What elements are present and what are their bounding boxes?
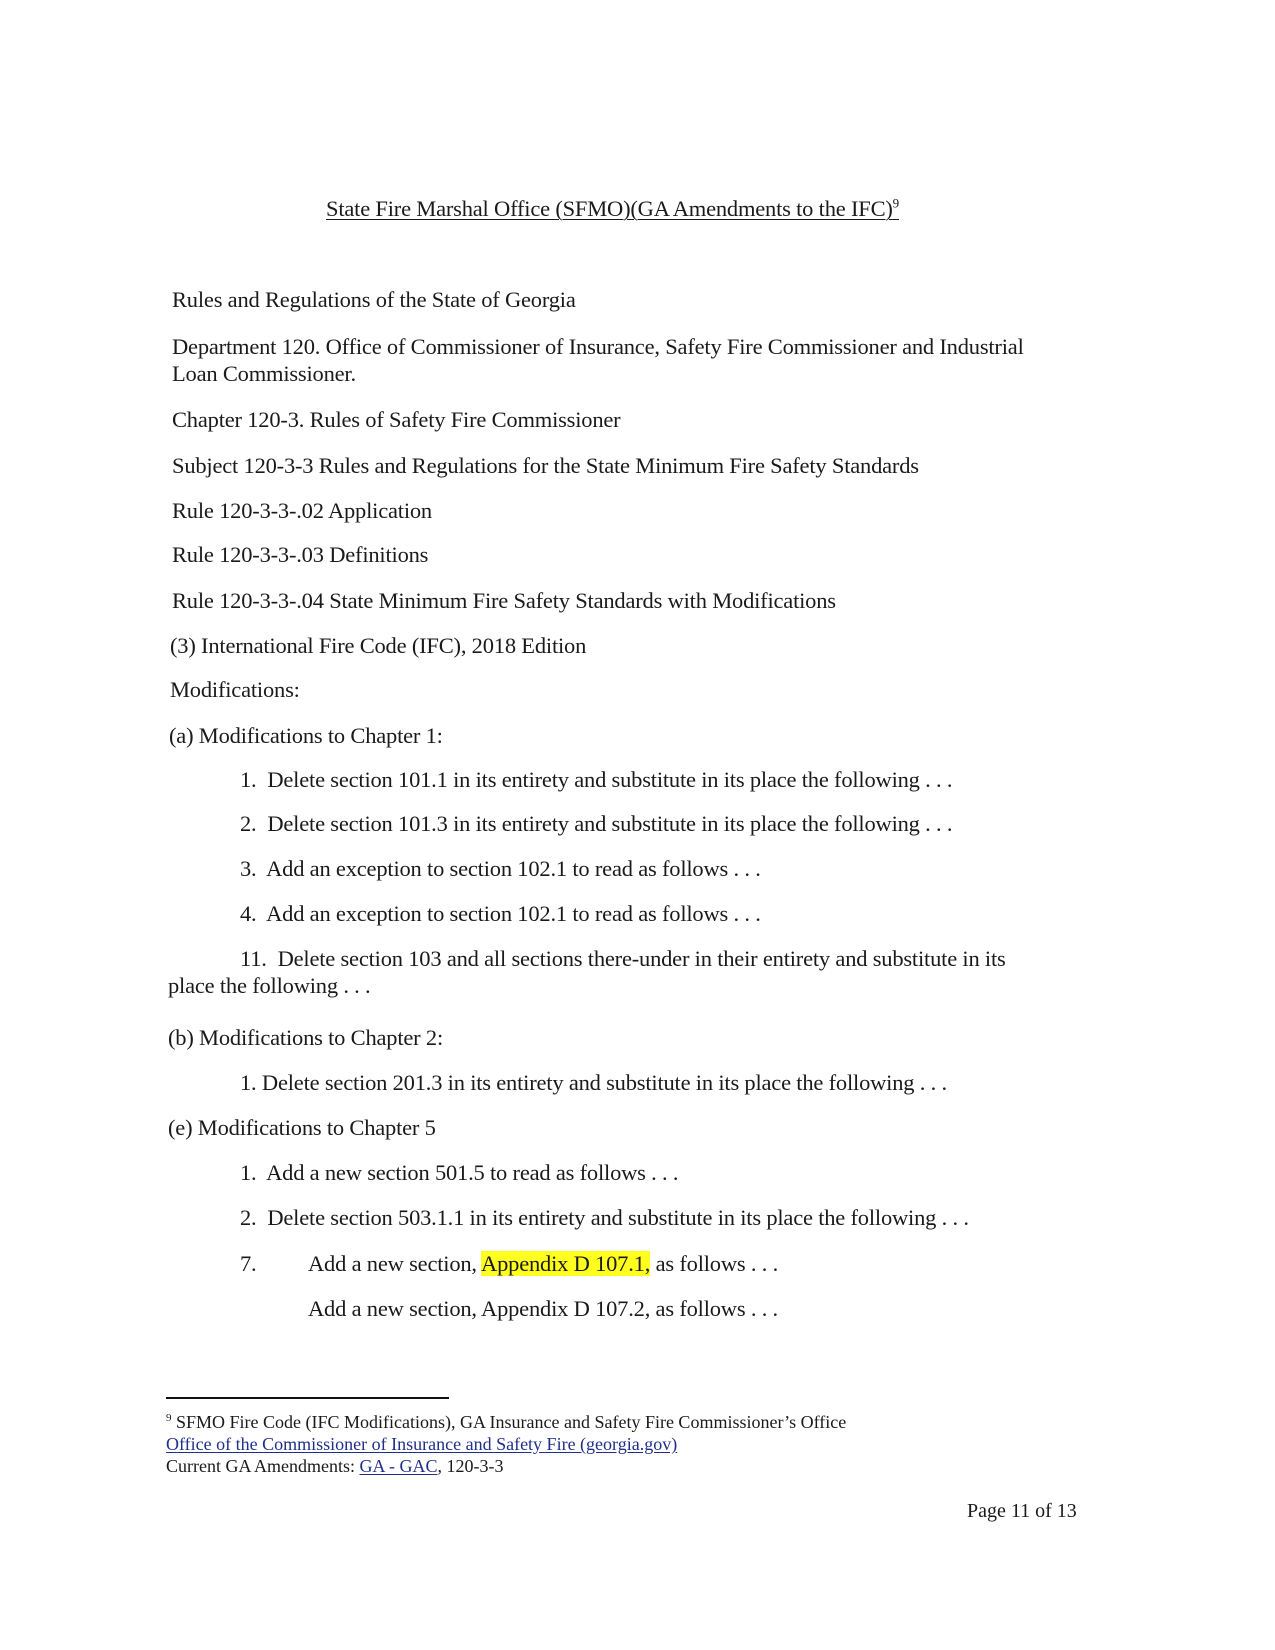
list-item <box>240 945 1006 973</box>
list-item <box>240 1250 778 1278</box>
footnote-link-commissioner[interactable]: Office of the Commissioner of Insurance and Safety Fire (georgia.gov) <box>166 1434 678 1454</box>
item-text: Add a new section, <box>308 1251 477 1276</box>
list-item <box>240 1204 969 1232</box>
section-b-heading: (b) Modifications to Chapter 2: <box>168 1025 443 1050</box>
department-line-2: Loan Commissioner. <box>172 361 356 386</box>
item-text: Add a new section, Appendix D 107.2, as follows . . . <box>308 1296 778 1321</box>
item-number: 2. <box>240 1205 257 1230</box>
department-line-1: Department 120. Office of Commissioner of Insurance, Safety Fire Commissioner and Industrial <box>172 334 1024 359</box>
footnote-link-ga-gac[interactable]: GA - GAC <box>359 1456 438 1476</box>
footnote-ref[interactable]: 9 <box>892 195 899 211</box>
rule-03-line: Rule 120-3-3-.03 Definitions <box>172 542 429 567</box>
item-number: 4. <box>240 901 257 926</box>
item-number: 1. <box>240 1160 257 1185</box>
page-number: Page 11 of 13 <box>967 1500 1077 1522</box>
item-text: Add an exception to section 102.1 to read as follows . . . <box>266 901 761 926</box>
list-item <box>240 810 952 838</box>
rule-02-line: Rule 120-3-3-.02 Application <box>172 498 432 523</box>
footnote-suffix: , 120-3-3 <box>437 1456 504 1476</box>
item-text: Delete section 103 and all sections there-under in their entirety and substitute in its <box>277 946 1006 971</box>
list-item <box>308 1295 778 1323</box>
section-a-heading: (a) Modifications to Chapter 1: <box>169 723 443 748</box>
section-e-heading: (e) Modifications to Chapter 5 <box>168 1115 436 1140</box>
item-text-after: as follows . . . <box>655 1251 778 1276</box>
list-item <box>240 766 952 794</box>
item-number: 7. <box>240 1251 257 1276</box>
list-item-continuation: place the following . . . <box>168 973 371 998</box>
item-text: Delete section 201.3 in its entirety and substitute in its place the following . . . <box>261 1070 947 1095</box>
list-item <box>240 900 761 928</box>
rules-line: Rules and Regulations of the State of Georgia <box>172 287 576 312</box>
subject-line: Subject 120-3-3 Rules and Regulations for the State Minimum Fire Safety Standards <box>172 453 919 478</box>
item-number: 1. <box>240 767 257 792</box>
item-number: 11. <box>240 946 267 971</box>
footnote-line-1 <box>166 1411 846 1433</box>
item-text: Delete section 101.3 in its entirety and substitute in its place the following . . . <box>267 811 953 836</box>
list-item <box>240 1159 678 1187</box>
modifications-heading: Modifications: <box>170 677 300 702</box>
list-item <box>240 1069 947 1097</box>
footnote-line-3 <box>166 1455 504 1477</box>
item-text: Delete section 503.1.1 in its entirety and substitute in its place the following . . . <box>267 1205 969 1230</box>
highlighted-text: Appendix D 107.1, <box>481 1251 651 1276</box>
document-title <box>326 195 899 223</box>
ifc-line: (3) International Fire Code (IFC), 2018 Edition <box>170 633 587 658</box>
rule-04-line: Rule 120-3-3-.04 State Minimum Fire Safety Standards with Modifications <box>172 588 836 613</box>
list-item <box>240 855 761 883</box>
item-number: 2. <box>240 811 257 836</box>
chapter-line: Chapter 120-3. Rules of Safety Fire Commissioner <box>172 407 621 432</box>
item-text: Delete section 101.1 in its entirety and substitute in its place the following . . . <box>267 767 953 792</box>
item-text: Add a new section 501.5 to read as follows . . . <box>266 1160 679 1185</box>
footnote-prefix: Current GA Amendments: <box>166 1456 355 1476</box>
item-text: Add an exception to section 102.1 to read as follows . . . <box>266 856 761 881</box>
item-number: 3. <box>240 856 257 881</box>
document-title-text: State Fire Marshal Office (SFMO)(GA Amendments to the IFC) <box>326 196 893 221</box>
footnote-text: SFMO Fire Code (IFC Modifications), GA Insurance and Safety Fire Commissioner’s Office <box>176 1412 847 1432</box>
item-number: 1. <box>240 1070 257 1095</box>
footnote-separator <box>166 1397 449 1399</box>
footnote-marker: 9 <box>166 1412 172 1424</box>
